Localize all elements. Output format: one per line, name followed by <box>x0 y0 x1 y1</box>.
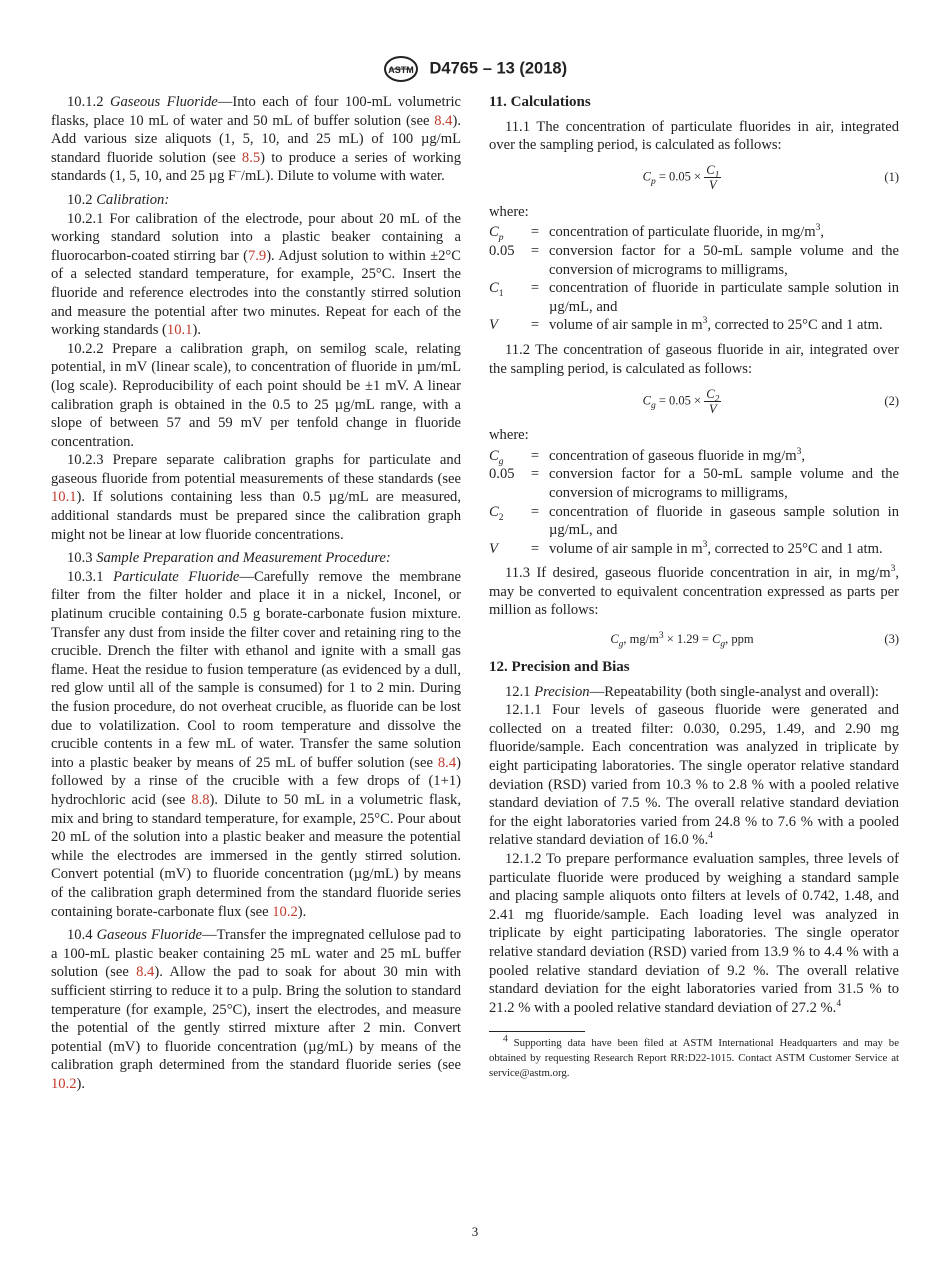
para-12-1-1: 12.1.1 Four levels of gaseous fluoride were generated and collected on a treated filter: 0.030, 0.295, 1.49, and 2.90 mg fluoride/sample. Each concentration was analyzed in triplicate by eight participating laboratories. The single operator relative standard deviation (RSD) varied from 10.3 % to 2.8 % with a pooled relative standard deviation of 7.5 %. The overall relative standard deviation for the eight laboratories varied from 24.8 % to 7.6 % with a pooled relative standard deviation of 16.0 %.$^4$ <box>489 702 899 849</box>
para-10-4: 10.4 Gaseous Fluoride—Transfer the impregnated cellulose pad to a 100-mL plastic beaker containing 25 mL water and 25 mL buffer solution (see 8.4). Allow the pad to soak for about 30 min with sufficient stirring to reduce it to a pulp. Bring the solution to standard temperature (for example, 25°C), insert the electrodes, and measure the potential of the gently stirred mixture after 2 min. Convert potential (mV) to fluoride concentration (µg/mL) by means of the calibration graph determined from the standard fluoride series (see 10.2). <box>51 927 462 1092</box>
para-10-2-3: 10.2.3 Prepare separate calibration graphs for particulate and gaseous fluoride from potential measurements of these standards (see 10.1). If solutions containing less than 0.5 µg/mL are measured, additional standards must be prepared since the calibration graph might not be linear at low fluoride concentrations. <box>51 452 461 543</box>
para-10-2-2: 10.2.2 Prepare a calibration graph, on semilog scale, relating potential, in mV (linear scale), to concentration of fluoride in µm/mL (log scale). Reproducibility of each point should be ±1 mV. A linear calibration graph is obtained in the 0.5 to 25 µg/mL range, with a slope of between 57 and 59 mV per tenfold change in fluoride concentration. <box>51 340 461 450</box>
astm-logo-icon <box>383 55 419 83</box>
equation-2: $C_g = 0.05$ × $\frac{C_2}{V}$ (2) <box>642 386 899 416</box>
variable-definitions-2 <box>489 447 899 559</box>
equation-number: (3) <box>884 631 899 646</box>
section-heading-calculations: 11. Calculations <box>489 94 591 110</box>
para-12-1-2: 12.1.2 To prepare performance evaluation samples, three levels of particulate fluoride were produced by weighing a standard sample and placing sample aliquots onto filters at levels of 0.742, 1.48, and 2.41 mg fluoride/sample. Each loading level was analyzed in triplicate by eight participating laboratories. The single operator relative standard deviation (RSD) varied from 13.9 % to 4.4 % with a pooled relative standard deviation of 9.2 %. The overall relative standard deviation for the eight laboratories varied from 31.5 % to 21.2 % with a pooled relative standard deviation of 27.2 %.$^4$ <box>489 851 899 1016</box>
footnote-ref: 4 <box>708 831 713 842</box>
ref-link[interactable]: 8.4 <box>136 964 155 981</box>
astm-logo-text: ASTM <box>388 65 414 75</box>
ref-link[interactable]: 8.4 <box>434 112 453 129</box>
variable-row: V = volume of air sample in $m^3$, corrected to 25°C and 1 atm. <box>489 316 883 334</box>
para-11-2: 11.2 The concentration of gaseous fluoride in air, integrated over the sampling period, is calculated as follows: <box>489 341 899 377</box>
equation-3: $C_g$, $mg/m^3 \times 1.29 = C_g$, ppm (3) <box>610 630 899 650</box>
para-10-2-1: 10.2.1 For calibration of the electrode, pour about 20 mL of the working standard solution into a plastic beaker containing a fluorocarbon-coated stirring bar (7.9). Adjust solution to within ±2°C of a selected standard temperature, for example, 25°C. Insert the fluoride and reference electrodes into the constantly stirred solution and measure the potential after two minutes. Repeat for each of the working standards (10.1). <box>51 210 461 339</box>
equation-number: (1) <box>884 170 899 185</box>
page-header <box>0 55 950 83</box>
ref-link[interactable]: 10.1 <box>166 322 193 339</box>
ref-link[interactable]: 8.8 <box>191 791 210 808</box>
equation-number: (2) <box>884 393 899 408</box>
para-11-1: 11.1 The concentration of particulate fluorides in air, integrated over the sampling period, is calculated as follows: <box>489 118 899 154</box>
footnote-divider <box>489 1031 585 1032</box>
ref-link[interactable]: 10.2 <box>272 903 298 920</box>
left-column <box>51 93 461 1093</box>
para-11-3: 11.3 If desired, gaseous fluoride concentration in air, in $mg/m^3$, may be converted to equivalent concentration expressed as parts per million as follows: <box>489 564 899 619</box>
variable-row: $C_1$ = concentration of fluoride in particulate sample solution in µg/mL, and <box>489 280 899 315</box>
variable-row: 0.05 = conversion factor for a 50-mL sample volume and the conversion of micrograms to milligrams, <box>489 242 899 278</box>
where-label: where: <box>489 427 529 444</box>
para-10-3: 10.3 Sample Preparation and Measurement Procedure: <box>67 550 391 567</box>
document-designation: D4765 – 13 (2018) <box>429 59 568 78</box>
variable-definitions-1 <box>489 223 899 335</box>
where-label: where: <box>489 203 529 220</box>
footnote-ref: 4 <box>836 998 842 1009</box>
page-number: 3 <box>471 1224 479 1239</box>
para-10-3-1: 10.3.1 Particulate Fluoride—Carefully remove the membrane filter from the filter holder and place it in a nickel, Inconel, or platinum crucible containing 0.5 g borate-carbonate fusion mixture. Transfer any dust from inside the filter cover and retaining ring to the crucible. Drench the filter with ethanol and ignite with a small gas flame. Heat the residue to fusion temperature (as evidenced by a dull, red glow until all of the sample is consumed) for 1 to 2 min. During the fusion procedure, do not overheat crucible, as fluoride can be lost due to volatilization. Cool to room temperature and dissolve the crucible contents in a few mL of water. Transfer the same solution into a plastic beaker by means of 25 mL of buffer solution (see 8.4) followed by a rinse of the crucible with a few drops of (1+1) hydrochloric acid (see 8.8). Dilute to 50 mL in a volumetric flask, mix and bring to standard temperature, for example, 25°C. Pour about 20 mL of the solution into a plastic beaker and measure the potential while the electrodes are immersed in the gently stirred solution. Convert potential (mV) to fluoride concentration (µg/mL) by means of the calibration graph determined from the standard fluoride series containing borate-carbonate flux (see 10.2). <box>51 568 461 920</box>
para-10-1-2: 10.1.2 Gaseous Fluoride—Into each of four 100-mL volumetric flasks, place 10 mL of water and 50 mL of buffer solution (see 8.4). Add various size aliquots (1, 5, 10, and 25 mL) of 100 µg/mL standard fluoride solution (see 8.5) to produce a series of working standards (1, 5, 10, and 25 µg F–/mL). Dilute to volume with water. <box>51 94 461 185</box>
equation-1: $C_p = 0.05$ × $\frac{C_1}{V}$ (1) <box>642 163 899 193</box>
ref-link[interactable]: 8.5 <box>241 149 261 166</box>
ref-link[interactable]: 10.1 <box>51 489 77 506</box>
ref-link[interactable]: 10.2 <box>51 1075 77 1092</box>
ref-link[interactable]: 8.4 <box>437 754 457 771</box>
section-heading-precision: 12. Precision and Bias <box>489 659 630 676</box>
para-10-2: 10.2 Calibration: <box>67 191 170 208</box>
ref-link[interactable]: 7.9 <box>247 247 267 264</box>
footnote: $^4$ Supporting data have been filed at ASTM International Headquarters and may be obtained by requesting Research Report RR:D22-1015. Contact ASTM Customer Service at service@astm.org. <box>489 1034 899 1079</box>
right-column <box>489 93 899 1081</box>
variable-row: $C_g$ = concentration of gaseous fluoride in $mg/m^3$, <box>489 446 806 467</box>
para-12-1: 12.1 Precision—Repeatability (both single-analyst and overall): <box>505 683 879 700</box>
variable-row: $C_2$ = concentration of fluoride in gaseous sample solution in µg/mL, and <box>489 503 899 539</box>
variable-row: $C_p$ = concentration of particulate fluoride, in $mg/m^3$, <box>489 223 825 244</box>
variable-row: 0.05 = conversion factor for a 50-mL sample volume and the conversion of micrograms to milligrams, <box>489 466 899 501</box>
variable-row: V = volume of air sample in $m^3$, corrected to 25°C and 1 atm. <box>489 539 883 557</box>
